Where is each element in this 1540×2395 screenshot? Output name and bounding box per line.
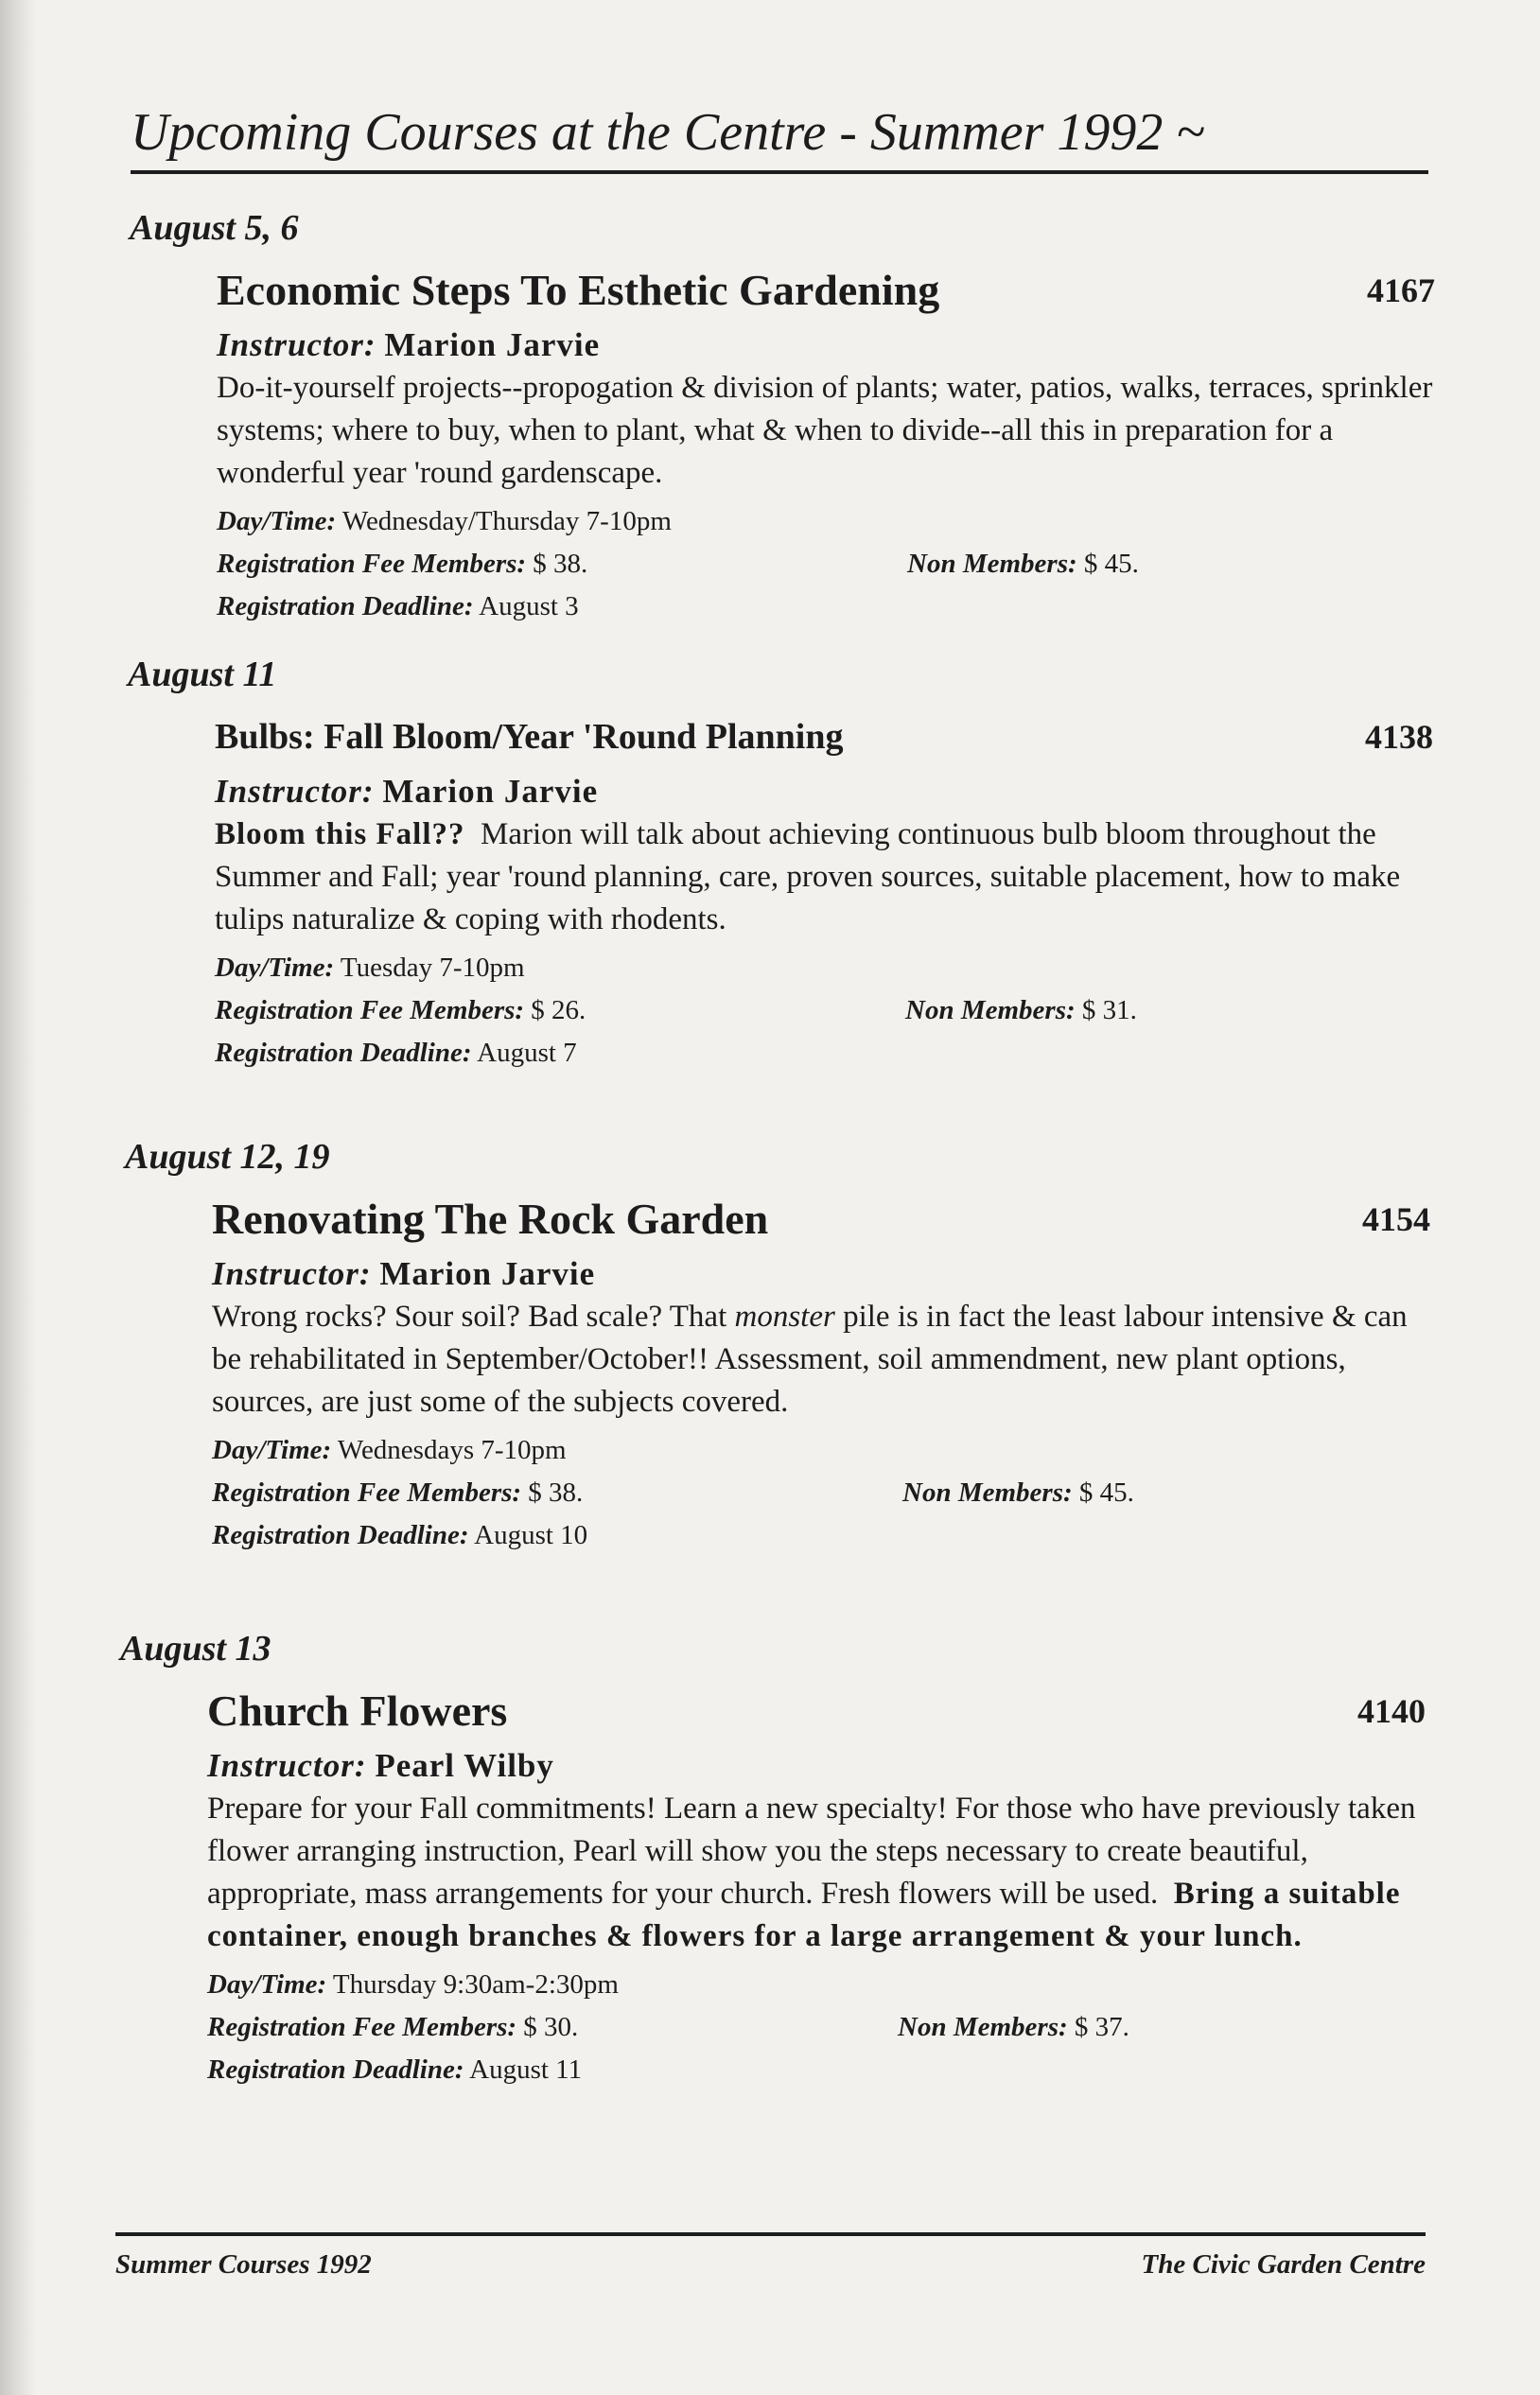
deadline-value: August 11 bbox=[469, 2054, 583, 2085]
course-description bbox=[207, 1788, 1426, 1958]
instructor-name: Marion Jarvie bbox=[379, 1255, 596, 1292]
description-bold: Bring a suitable container, enough branches & flowers for a large arrangement & your lunch. bbox=[207, 1877, 1401, 1953]
fee-non-members bbox=[907, 543, 1139, 586]
course-body bbox=[215, 770, 1433, 1075]
course-info bbox=[207, 1964, 1426, 2091]
course-info bbox=[215, 947, 1433, 1075]
course-number: 4154 bbox=[1362, 1200, 1430, 1238]
instructor-name: Marion Jarvie bbox=[382, 773, 599, 810]
day-time-row bbox=[215, 947, 1433, 989]
page-footer bbox=[115, 2232, 1426, 2281]
deadline-value: August 7 bbox=[477, 1038, 577, 1068]
instructor-label: Instructor: bbox=[217, 326, 376, 363]
fee-non-members-value: $ 45. bbox=[1083, 549, 1139, 579]
course-date: August 11 bbox=[128, 655, 277, 694]
fee-row bbox=[207, 2006, 1426, 2049]
course-instructor bbox=[207, 1744, 1426, 1788]
description-text: Marion will talk about achieving continuous bulb bloom throughout the Summer and Fall; year 'round planning, care, proven sources, suitable placement, how to make tulips naturalize & coping with rhodents. bbox=[215, 817, 1401, 936]
deadline-label: Registration Deadline: bbox=[212, 1520, 469, 1550]
course-instructor bbox=[215, 770, 1433, 813]
fee-members-label: Registration Fee Members: bbox=[217, 549, 527, 579]
fee-members-value: $ 30. bbox=[523, 2012, 579, 2042]
day-time-value: Thursday 9:30am-2:30pm bbox=[332, 1969, 619, 2000]
fee-non-members-value: $ 37. bbox=[1074, 2012, 1129, 2042]
day-time-label: Day/Time: bbox=[212, 1435, 332, 1465]
non-members-label: Non Members: bbox=[905, 995, 1076, 1025]
deadline-label: Registration Deadline: bbox=[207, 2054, 464, 2085]
course-4138 bbox=[128, 653, 1433, 1075]
fee-non-members-value: $ 45. bbox=[1078, 1477, 1134, 1508]
deadline-label: Registration Deadline: bbox=[217, 591, 474, 621]
course-title: Bulbs: Fall Bloom/Year 'Round Planning bbox=[215, 717, 844, 757]
fee-members-value: $ 38. bbox=[528, 1477, 584, 1508]
day-time-label: Day/Time: bbox=[207, 1969, 327, 2000]
day-time-value: Tuesday 7-10pm bbox=[340, 953, 525, 983]
fee-non-members bbox=[902, 1472, 1134, 1514]
description-post: pile is in fact the least labour intensive & can be rehabilitated in September/October!! Assessment, soil ammendment, new plant options, sources, are just some of the subjects covered. bbox=[212, 1300, 1408, 1419]
course-body bbox=[217, 323, 1435, 628]
description-emphasis: monster bbox=[734, 1300, 835, 1334]
fee-non-members-value: $ 31. bbox=[1081, 995, 1137, 1025]
course-header bbox=[212, 1190, 1430, 1249]
course-description bbox=[215, 813, 1433, 941]
page-title: Upcoming Courses at the Centre - Summer 1992 ~ bbox=[131, 102, 1428, 174]
deadline-row bbox=[207, 2049, 1426, 2091]
course-4167 bbox=[130, 206, 1435, 628]
instructor-label: Instructor: bbox=[207, 1747, 367, 1784]
course-description: Do-it-yourself projects--propogation & division of plants; water, patios, walks, terraces, sprinkler systems; where to buy, when to plant, what & when to divide--all this in preparation for a wonderful year 'round gardenscape. bbox=[217, 371, 1433, 490]
day-time-row bbox=[207, 1964, 1426, 2006]
fee-row bbox=[212, 1472, 1430, 1514]
course-date: August 12, 19 bbox=[125, 1137, 330, 1177]
course-number: 4140 bbox=[1357, 1692, 1426, 1730]
course-header bbox=[207, 1682, 1426, 1740]
course-info bbox=[212, 1429, 1430, 1557]
course-date: August 5, 6 bbox=[130, 208, 299, 248]
description-text: Prepare for your Fall commitments! Learn a new specialty! For those who have previously taken flower arranging instruction, Pearl will show you the steps necessary to create beautiful, appropriate, mass arrangements for your church. Fresh flowers will be used. bbox=[207, 1792, 1416, 1911]
course-body bbox=[212, 1252, 1430, 1557]
instructor-label: Instructor: bbox=[215, 773, 375, 810]
course-body bbox=[207, 1744, 1426, 2091]
course-instructor bbox=[217, 323, 1435, 367]
instructor-name: Pearl Wilby bbox=[375, 1747, 554, 1784]
deadline-label: Registration Deadline: bbox=[215, 1038, 472, 1068]
description-intro: Bloom this Fall?? bbox=[215, 817, 465, 851]
instructor-label: Instructor: bbox=[212, 1255, 372, 1292]
footer-right: The Civic Garden Centre bbox=[1141, 2249, 1426, 2280]
day-time-label: Day/Time: bbox=[217, 506, 337, 536]
course-title: Renovating The Rock Garden bbox=[212, 1195, 769, 1243]
deadline-value: August 10 bbox=[474, 1520, 588, 1550]
fee-members-value: $ 26. bbox=[531, 995, 586, 1025]
course-instructor bbox=[212, 1252, 1430, 1296]
course-description bbox=[212, 1296, 1430, 1424]
non-members-label: Non Members: bbox=[907, 549, 1077, 579]
course-info bbox=[217, 500, 1435, 628]
fee-row bbox=[217, 543, 1435, 586]
non-members-label: Non Members: bbox=[898, 2012, 1068, 2042]
course-number: 4167 bbox=[1367, 271, 1435, 309]
course-header bbox=[217, 261, 1435, 320]
description-pre: Wrong rocks? Sour soil? Bad scale? That bbox=[212, 1300, 735, 1334]
day-time-label: Day/Time: bbox=[215, 953, 335, 983]
fee-members-label: Registration Fee Members: bbox=[215, 995, 525, 1025]
course-title: Church Flowers bbox=[207, 1687, 508, 1735]
non-members-label: Non Members: bbox=[902, 1477, 1073, 1508]
day-time-value: Wednesday/Thursday 7-10pm bbox=[341, 506, 672, 536]
instructor-name: Marion Jarvie bbox=[384, 326, 601, 363]
binding-shadow bbox=[0, 0, 36, 2395]
course-title: Economic Steps To Esthetic Gardening bbox=[217, 266, 940, 314]
day-time-value: Wednesdays 7-10pm bbox=[337, 1435, 567, 1465]
course-4154 bbox=[125, 1135, 1430, 1557]
fee-non-members bbox=[905, 989, 1137, 1032]
footer-left: Summer Courses 1992 bbox=[115, 2249, 372, 2280]
deadline-value: August 3 bbox=[479, 591, 579, 621]
course-number: 4138 bbox=[1365, 718, 1433, 756]
fee-non-members bbox=[898, 2006, 1129, 2049]
day-time-row bbox=[212, 1429, 1430, 1472]
deadline-row bbox=[215, 1032, 1433, 1075]
course-date: August 13 bbox=[120, 1629, 271, 1669]
fee-members-label: Registration Fee Members: bbox=[207, 2012, 517, 2042]
day-time-row bbox=[217, 500, 1435, 543]
deadline-row bbox=[217, 586, 1435, 628]
fee-row bbox=[215, 989, 1433, 1032]
course-header bbox=[215, 708, 1433, 766]
deadline-row bbox=[212, 1514, 1430, 1557]
fee-members-label: Registration Fee Members: bbox=[212, 1477, 522, 1508]
course-4140 bbox=[120, 1627, 1426, 2091]
fee-members-value: $ 38. bbox=[533, 549, 588, 579]
